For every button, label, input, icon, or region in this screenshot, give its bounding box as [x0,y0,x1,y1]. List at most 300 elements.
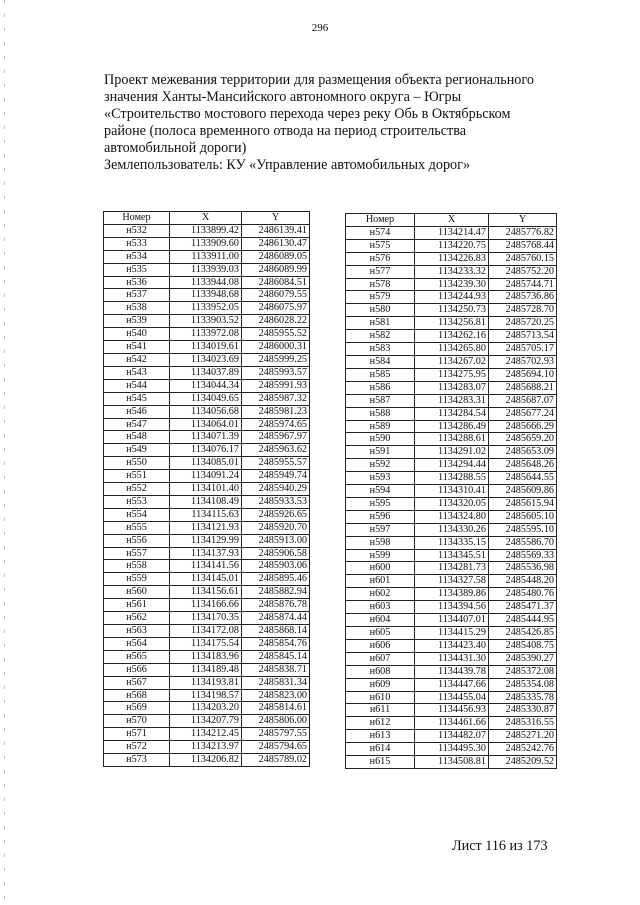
y-coordinate-cell: 2485854.76 [242,637,310,650]
x-coordinate-cell: 1134283.07 [415,381,489,394]
point-number-cell: н558 [104,560,170,573]
x-coordinate-cell: 1134431.30 [415,652,489,665]
y-coordinate-cell: 2485752.20 [489,265,557,278]
table-row [346,756,557,769]
table-row [346,575,557,588]
scan-edge-marks [4,0,5,905]
point-number-cell: н581 [346,317,415,330]
table-row [346,343,557,356]
table-row [104,224,310,237]
point-number-cell: н543 [104,366,170,379]
point-number-cell: н557 [104,547,170,560]
table-row [346,446,557,459]
point-number-cell: н613 [346,730,415,743]
point-number-cell: н575 [346,239,415,252]
point-number-cell: н594 [346,485,415,498]
point-number-cell: н593 [346,472,415,485]
point-number-cell: н533 [104,237,170,250]
x-coordinate-cell: 1133939.03 [170,263,242,276]
x-coordinate-cell: 1134244.93 [415,291,489,304]
y-coordinate-cell: 2485868.14 [242,625,310,638]
table-row [346,252,557,265]
x-coordinate-cell: 1134291.02 [415,446,489,459]
table-row [346,239,557,252]
y-coordinate-cell: 2485615.94 [489,497,557,510]
y-coordinate-cell: 2485480.76 [489,588,557,601]
table-row [346,691,557,704]
x-coordinate-cell: 1134508.81 [415,756,489,769]
y-coordinate-cell: 2485933.53 [242,495,310,508]
x-coordinate-cell: 1134288.55 [415,472,489,485]
y-coordinate-cell: 2486089.05 [242,250,310,263]
table-row [104,328,310,341]
y-coordinate-cell: 2485702.93 [489,355,557,368]
y-coordinate-cell: 2485609.86 [489,485,557,498]
table-row [104,250,310,263]
y-coordinate-cell: 2485940.29 [242,483,310,496]
x-coordinate-cell: 1134156.61 [170,586,242,599]
table-row [346,278,557,291]
y-coordinate-cell: 2485688.21 [489,381,557,394]
heading-line: районе (полоса временного отвода на период строительства [104,123,467,139]
x-coordinate-cell: 1134283.31 [415,394,489,407]
table-row [104,483,310,496]
y-coordinate-cell: 2485949.74 [242,470,310,483]
x-coordinate-cell: 1134345.51 [415,549,489,562]
table-row [346,523,557,536]
point-number-cell: н537 [104,289,170,302]
x-coordinate-cell: 1133972.08 [170,328,242,341]
x-coordinate-cell: 1134267.02 [415,355,489,368]
heading-line: Проект межевания территории для размещения объекта регионального [104,72,534,88]
table-row [104,728,310,741]
point-number-cell: н534 [104,250,170,263]
table-row [104,431,310,444]
point-number-cell: н567 [104,676,170,689]
table-row [346,678,557,691]
point-number-cell: н536 [104,276,170,289]
y-coordinate-cell: 2485882.94 [242,586,310,599]
y-coordinate-cell: 2485794.65 [242,741,310,754]
point-number-cell: н564 [104,637,170,650]
y-coordinate-cell: 2485806.00 [242,715,310,728]
point-number-cell: н589 [346,420,415,433]
table-row [346,614,557,627]
table-row [104,276,310,289]
x-coordinate-cell: 1134023.69 [170,353,242,366]
table-row [346,291,557,304]
point-number-cell: н546 [104,405,170,418]
y-coordinate-cell: 2485713.54 [489,330,557,343]
y-coordinate-cell: 2485955.57 [242,457,310,470]
table-row [346,420,557,433]
table-row [346,588,557,601]
point-number-cell: н568 [104,689,170,702]
point-number-cell: н545 [104,392,170,405]
heading-line: значения Ханты-Мансийского автономного округа – Югры [104,89,462,105]
x-coordinate-cell: 1134108.49 [170,495,242,508]
y-coordinate-cell: 2485687.07 [489,394,557,407]
y-coordinate-cell: 2485694.10 [489,368,557,381]
y-coordinate-cell: 2486000.31 [242,341,310,354]
x-coordinate-cell: 1134203.20 [170,702,242,715]
point-number-cell: н563 [104,625,170,638]
x-coordinate-cell: 1134310.41 [415,485,489,498]
y-coordinate-cell: 2485874.44 [242,612,310,625]
y-coordinate-cell: 2486075.97 [242,302,310,315]
point-number-cell: н547 [104,418,170,431]
point-number-cell: н561 [104,599,170,612]
point-number-cell: н588 [346,407,415,420]
x-coordinate-cell: 1134335.15 [415,536,489,549]
table-row [346,368,557,381]
coordinates-table-right [345,213,557,769]
point-number-cell: н605 [346,627,415,640]
point-number-cell: н542 [104,353,170,366]
point-number-cell: н614 [346,743,415,756]
point-number-cell: н582 [346,330,415,343]
x-coordinate-cell: 1134091.24 [170,470,242,483]
y-coordinate-cell: 2485814.61 [242,702,310,715]
table-row [104,560,310,573]
y-coordinate-cell: 2485967.97 [242,431,310,444]
table-row [346,381,557,394]
x-coordinate-cell: 1134101.40 [170,483,242,496]
table-row [346,510,557,523]
point-number-cell: н584 [346,355,415,368]
land-user-line: Землепользователь: КУ «Управление автомобильных дорог» [104,157,471,173]
table-row [346,394,557,407]
y-coordinate-cell: 2485536.98 [489,562,557,575]
point-number-cell: н580 [346,304,415,317]
x-coordinate-cell: 1133909.60 [170,237,242,250]
point-number-cell: н578 [346,278,415,291]
y-coordinate-cell: 2485605.10 [489,510,557,523]
point-number-cell: н599 [346,549,415,562]
table-row [104,444,310,457]
x-coordinate-cell: 1134037.89 [170,366,242,379]
column-header-y: Y [489,214,557,227]
table-row [346,730,557,743]
x-coordinate-cell: 1134233.32 [415,265,489,278]
table-row [346,304,557,317]
point-number-cell: н608 [346,665,415,678]
point-number-cell: н577 [346,265,415,278]
table-row [104,612,310,625]
x-coordinate-cell: 1134207.79 [170,715,242,728]
table-row [104,315,310,328]
point-number-cell: н612 [346,717,415,730]
y-coordinate-cell: 2485981.23 [242,405,310,418]
table-row [104,676,310,689]
table-row [104,547,310,560]
point-number-cell: н602 [346,588,415,601]
y-coordinate-cell: 2485209.52 [489,756,557,769]
x-coordinate-cell: 1134265.80 [415,343,489,356]
y-coordinate-cell: 2485569.33 [489,549,557,562]
x-coordinate-cell: 1134275.95 [415,368,489,381]
x-coordinate-cell: 1134482.07 [415,730,489,743]
table-row [346,601,557,614]
x-coordinate-cell: 1134213.97 [170,741,242,754]
y-coordinate-cell: 2485720.25 [489,317,557,330]
y-coordinate-cell: 2485895.46 [242,573,310,586]
y-coordinate-cell: 2485372.08 [489,665,557,678]
table-row [346,472,557,485]
point-number-cell: н566 [104,663,170,676]
point-number-cell: н604 [346,614,415,627]
y-coordinate-cell: 2485444.95 [489,614,557,627]
y-coordinate-cell: 2485471.37 [489,601,557,614]
point-number-cell: н532 [104,224,170,237]
column-header-y: Y [242,212,310,225]
point-number-cell: н569 [104,702,170,715]
x-coordinate-cell: 1134064.01 [170,418,242,431]
table-row [104,754,310,767]
point-number-cell: н609 [346,678,415,691]
y-coordinate-cell: 2485390.27 [489,652,557,665]
point-number-cell: н549 [104,444,170,457]
x-coordinate-cell: 1134175.54 [170,637,242,650]
point-number-cell: н535 [104,263,170,276]
x-coordinate-cell: 1134461.66 [415,717,489,730]
point-number-cell: н598 [346,536,415,549]
table-row [104,263,310,276]
y-coordinate-cell: 2485903.06 [242,560,310,573]
point-number-cell: н597 [346,523,415,536]
table-row [346,459,557,472]
point-number-cell: н553 [104,495,170,508]
table-row [104,341,310,354]
x-coordinate-cell: 1134071.39 [170,431,242,444]
table-row [104,405,310,418]
y-coordinate-cell: 2485242.76 [489,743,557,756]
y-coordinate-cell: 2485335.78 [489,691,557,704]
point-number-cell: н583 [346,343,415,356]
x-coordinate-cell: 1133911.00 [170,250,242,263]
point-number-cell: н552 [104,483,170,496]
table-row [346,536,557,549]
point-number-cell: н590 [346,433,415,446]
table-row [104,392,310,405]
y-coordinate-cell: 2485823.00 [242,689,310,702]
x-coordinate-cell: 1134250.73 [415,304,489,317]
y-coordinate-cell: 2485271.20 [489,730,557,743]
table-row [346,497,557,510]
y-coordinate-cell: 2485666.29 [489,420,557,433]
y-coordinate-cell: 2485768.44 [489,239,557,252]
column-header-x: X [415,214,489,227]
table-row [104,663,310,676]
y-coordinate-cell: 2485354.08 [489,678,557,691]
x-coordinate-cell: 1133903.52 [170,315,242,328]
table-row [104,702,310,715]
x-coordinate-cell: 1134447.66 [415,678,489,691]
y-coordinate-cell: 2485705.17 [489,343,557,356]
y-coordinate-cell: 2485845.14 [242,650,310,663]
x-coordinate-cell: 1134166.66 [170,599,242,612]
table-row [104,508,310,521]
point-number-cell: н571 [104,728,170,741]
table-row [104,418,310,431]
point-number-cell: н565 [104,650,170,663]
x-coordinate-cell: 1134330.26 [415,523,489,536]
y-coordinate-cell: 2485330.87 [489,704,557,717]
y-coordinate-cell: 2485744.71 [489,278,557,291]
table-row [346,407,557,420]
x-coordinate-cell: 1134415.29 [415,627,489,640]
point-number-cell: н560 [104,586,170,599]
point-number-cell: н591 [346,446,415,459]
y-coordinate-cell: 2485906.58 [242,547,310,560]
column-header-number: Номер [104,212,170,225]
table-row [346,665,557,678]
x-coordinate-cell: 1134239.30 [415,278,489,291]
y-coordinate-cell: 2485876.78 [242,599,310,612]
sheet-counter: Лист 116 из 173 [452,838,548,854]
x-coordinate-cell: 1133944.08 [170,276,242,289]
table-row [346,717,557,730]
table-row [104,237,310,250]
point-number-cell: н579 [346,291,415,304]
table-row [104,302,310,315]
table-row [346,485,557,498]
table-row [104,457,310,470]
point-number-cell: н586 [346,381,415,394]
point-number-cell: н539 [104,315,170,328]
y-coordinate-cell: 2485999.25 [242,353,310,366]
y-coordinate-cell: 2485648.26 [489,459,557,472]
y-coordinate-cell: 2485831.34 [242,676,310,689]
table-row [346,562,557,575]
table-header-row [104,212,310,225]
y-coordinate-cell: 2485776.82 [489,226,557,239]
x-coordinate-cell: 1134044.34 [170,379,242,392]
y-coordinate-cell: 2485987.32 [242,392,310,405]
y-coordinate-cell: 2485838.71 [242,663,310,676]
point-number-cell: н587 [346,394,415,407]
y-coordinate-cell: 2486084.51 [242,276,310,289]
table-row [104,495,310,508]
x-coordinate-cell: 1134189.48 [170,663,242,676]
x-coordinate-cell: 1133952.05 [170,302,242,315]
point-number-cell: н595 [346,497,415,510]
y-coordinate-cell: 2486130.47 [242,237,310,250]
x-coordinate-cell: 1134324.80 [415,510,489,523]
point-number-cell: н555 [104,521,170,534]
table-row [104,599,310,612]
y-coordinate-cell: 2485789.02 [242,754,310,767]
table-row [104,741,310,754]
x-coordinate-cell: 1134495.30 [415,743,489,756]
x-coordinate-cell: 1134019.61 [170,341,242,354]
y-coordinate-cell: 2485974.65 [242,418,310,431]
x-coordinate-cell: 1134226.83 [415,252,489,265]
table-row [104,573,310,586]
x-coordinate-cell: 1134256.81 [415,317,489,330]
y-coordinate-cell: 2485448.20 [489,575,557,588]
x-coordinate-cell: 1133899.42 [170,224,242,237]
y-coordinate-cell: 2485920.70 [242,521,310,534]
x-coordinate-cell: 1134193.81 [170,676,242,689]
x-coordinate-cell: 1134394.56 [415,601,489,614]
table-row [346,639,557,652]
x-coordinate-cell: 1134056.68 [170,405,242,418]
x-coordinate-cell: 1134049.65 [170,392,242,405]
point-number-cell: н540 [104,328,170,341]
point-number-cell: н585 [346,368,415,381]
x-coordinate-cell: 1134320.05 [415,497,489,510]
y-coordinate-cell: 2485913.00 [242,534,310,547]
point-number-cell: н573 [104,754,170,767]
x-coordinate-cell: 1134439.78 [415,665,489,678]
point-number-cell: н600 [346,562,415,575]
x-coordinate-cell: 1134281.73 [415,562,489,575]
table-row [346,265,557,278]
table-row [104,625,310,638]
table-row [104,637,310,650]
x-coordinate-cell: 1134121.93 [170,521,242,534]
y-coordinate-cell: 2486089.99 [242,263,310,276]
point-number-cell: н576 [346,252,415,265]
y-coordinate-cell: 2485926.65 [242,508,310,521]
table-row [104,586,310,599]
point-number-cell: н607 [346,652,415,665]
x-coordinate-cell: 1134198.57 [170,689,242,702]
table-header-row [346,214,557,227]
y-coordinate-cell: 2486079.55 [242,289,310,302]
x-coordinate-cell: 1134170.35 [170,612,242,625]
point-number-cell: н562 [104,612,170,625]
x-coordinate-cell: 1134262.16 [415,330,489,343]
table-row [104,521,310,534]
y-coordinate-cell: 2486139.41 [242,224,310,237]
table-row [346,743,557,756]
point-number-cell: н550 [104,457,170,470]
x-coordinate-cell: 1134206.82 [170,754,242,767]
y-coordinate-cell: 2485797.55 [242,728,310,741]
y-coordinate-cell: 2486028.22 [242,315,310,328]
y-coordinate-cell: 2485408.75 [489,639,557,652]
x-coordinate-cell: 1134407.01 [415,614,489,627]
point-number-cell: н615 [346,756,415,769]
x-coordinate-cell: 1134129.99 [170,534,242,547]
table-row [104,650,310,663]
x-coordinate-cell: 1134423.40 [415,639,489,652]
y-coordinate-cell: 2485644.55 [489,472,557,485]
y-coordinate-cell: 2485991.93 [242,379,310,392]
x-coordinate-cell: 1134327.58 [415,575,489,588]
x-coordinate-cell: 1134456.93 [415,704,489,717]
table-row [104,379,310,392]
table-row [104,470,310,483]
x-coordinate-cell: 1134212.45 [170,728,242,741]
table-row [346,549,557,562]
coordinates-table-left [103,211,310,767]
table-row [104,689,310,702]
x-coordinate-cell: 1134220.75 [415,239,489,252]
x-coordinate-cell: 1134145.01 [170,573,242,586]
table-row [346,433,557,446]
heading-line: «Строительство мостового перехода через реку Обь в Октябрьском [104,106,511,122]
x-coordinate-cell: 1134284.54 [415,407,489,420]
point-number-cell: н548 [104,431,170,444]
table-row [346,652,557,665]
x-coordinate-cell: 1134288.61 [415,433,489,446]
x-coordinate-cell: 1134183.96 [170,650,242,663]
table-row [104,715,310,728]
x-coordinate-cell: 1134115.63 [170,508,242,521]
